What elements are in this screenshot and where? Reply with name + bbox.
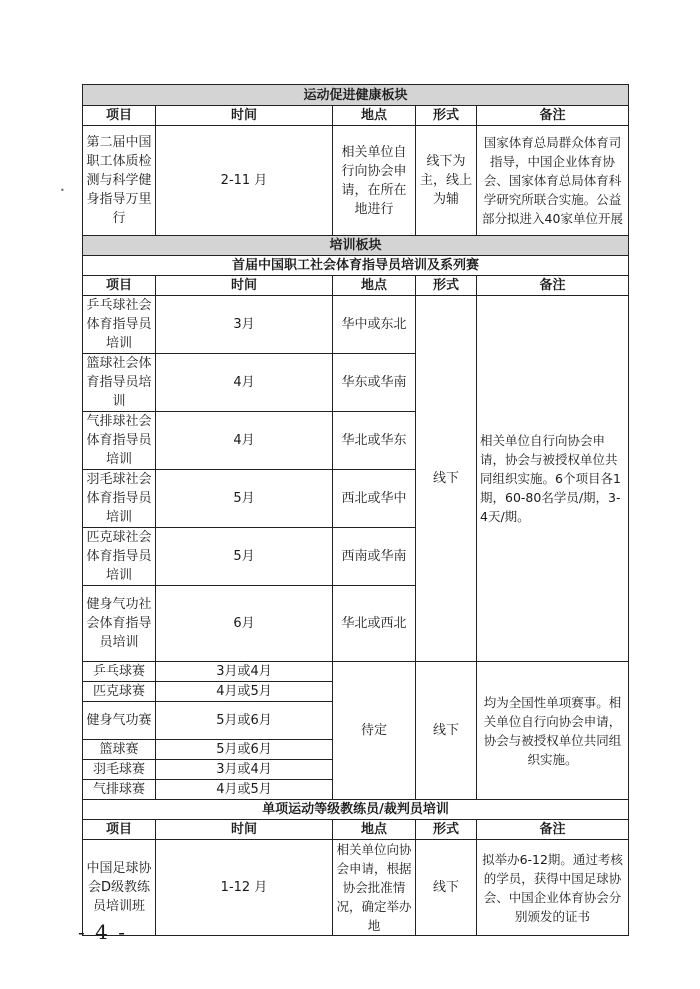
- table-row: [83, 840, 629, 936]
- cell-form: 线下为主，线上为辅: [416, 126, 477, 236]
- cell-place: 华中或东北: [333, 296, 416, 354]
- cell-time: 3月或4月: [156, 760, 333, 780]
- cell-time: 4月或5月: [156, 682, 333, 702]
- cell-form-merged: 线下: [416, 662, 477, 800]
- cell-form: 线下: [416, 840, 477, 936]
- cell-project: 健身气功赛: [83, 702, 156, 740]
- table-row: [83, 296, 629, 354]
- cell-project: 乒乓球社会体育指导员培训: [83, 296, 156, 354]
- cell-place: 相关单位自行向协会申请，在所在地进行: [333, 126, 416, 236]
- cell-place: 相关单位向协会申请，根据协会批准情况，确定举办地: [333, 840, 416, 936]
- cell-time: 4月或5月: [156, 780, 333, 800]
- header-project: 项目: [83, 820, 156, 840]
- cell-note: 国家体育总局群众体育司指导，中国企业体育协会、国家体育总局体育科学研究所联合实施。公益部分拟进入40家单位开展: [477, 126, 629, 236]
- scan-dot: •: [60, 186, 65, 195]
- header-note: 备注: [477, 276, 629, 296]
- cell-project: 第二届中国职工体质检测与科学健身指导万里行: [83, 126, 156, 236]
- cell-project: 羽毛球赛: [83, 760, 156, 780]
- cell-time: 4月: [156, 354, 333, 412]
- cell-time: 1-12 月: [156, 840, 333, 936]
- cell-project: 乒乓球赛: [83, 662, 156, 682]
- cell-place: 西北或华中: [333, 470, 416, 528]
- header-time: 时间: [156, 106, 333, 126]
- cell-place: 华东或华南: [333, 354, 416, 412]
- cell-project: 健身气功社会体育指导员培训: [83, 586, 156, 662]
- header-project: 项目: [83, 276, 156, 296]
- table-row: [83, 126, 629, 236]
- cell-project: 羽毛球社会体育指导员培训: [83, 470, 156, 528]
- cell-note: 拟举办6-12期。通过考核的学员，获得中国足球协会、中国企业体育协会分别颁发的证书: [477, 840, 629, 936]
- header-form: 形式: [416, 276, 477, 296]
- header-row: [83, 276, 629, 296]
- header-note: 备注: [477, 106, 629, 126]
- cell-time: 3月: [156, 296, 333, 354]
- header-note: 备注: [477, 820, 629, 840]
- cell-note-merged: 均为全国性单项赛事。相关单位自行向协会申请，协会与被授权单位共同组织实施。: [477, 662, 629, 800]
- cell-form-merged: 线下: [416, 296, 477, 662]
- cell-time: 4月: [156, 412, 333, 470]
- header-row: [83, 820, 629, 840]
- cell-place: 华北或西北: [333, 586, 416, 662]
- cell-note-merged: 相关单位自行向协会申请，协会与被授权单位共同组织实施。6个项目各1期，60-80名学员/期，3-4天/期。: [477, 296, 629, 662]
- cell-time: 5月或6月: [156, 702, 333, 740]
- cell-time: 2-11 月: [156, 126, 333, 236]
- header-time: 时间: [156, 276, 333, 296]
- table-row: [83, 662, 629, 682]
- header-place: 地点: [333, 820, 416, 840]
- cell-time: 5月或6月: [156, 740, 333, 760]
- section-subtitle: 首届中国职工社会体育指导员培训及系列赛: [83, 256, 629, 276]
- header-place: 地点: [333, 106, 416, 126]
- header-project: 项目: [83, 106, 156, 126]
- header-form: 形式: [416, 820, 477, 840]
- cell-project: 气排球社会体育指导员培训: [83, 412, 156, 470]
- cell-time: 5月: [156, 528, 333, 586]
- cell-project: 匹克球赛: [83, 682, 156, 702]
- cell-project: 中国足球协会D级教练员培训班: [83, 840, 156, 936]
- header-time: 时间: [156, 820, 333, 840]
- cell-time: 5月: [156, 470, 333, 528]
- header-place: 地点: [333, 276, 416, 296]
- cell-place: 西南或华南: [333, 528, 416, 586]
- header-form: 形式: [416, 106, 477, 126]
- section-title-training: 培训板块: [83, 236, 629, 256]
- section-title-health: 运动促进健康板块: [83, 85, 629, 106]
- cell-project: 篮球社会体育指导员培训: [83, 354, 156, 412]
- cell-project: 篮球赛: [83, 740, 156, 760]
- cell-time: 3月或4月: [156, 662, 333, 682]
- header-row: [83, 106, 629, 126]
- cell-project: 匹克球社会体育指导员培训: [83, 528, 156, 586]
- cell-place-merged: 待定: [333, 662, 416, 800]
- cell-project: 气排球赛: [83, 780, 156, 800]
- cell-place: 华北或华东: [333, 412, 416, 470]
- cell-time: 6月: [156, 586, 333, 662]
- activity-table: [82, 84, 629, 936]
- section-title-coach: 单项运动等级教练员/裁判员培训: [83, 800, 629, 820]
- page-number: - 4 -: [78, 920, 127, 944]
